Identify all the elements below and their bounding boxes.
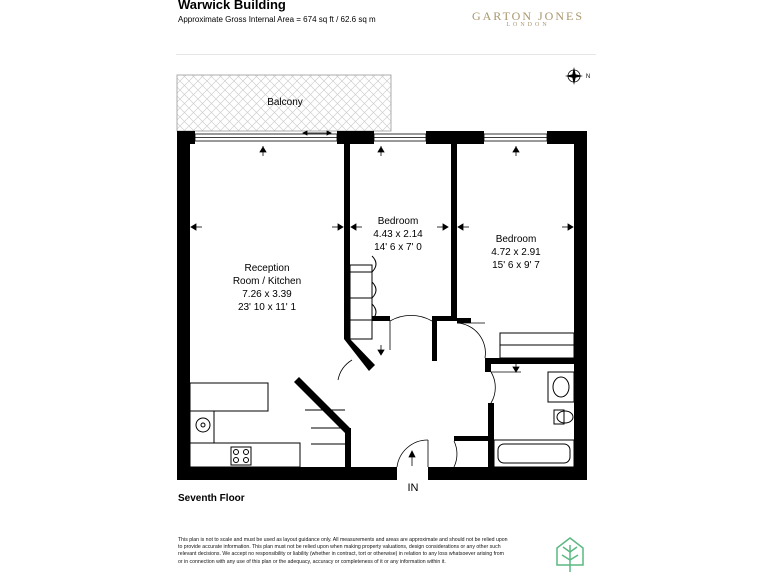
wardrobe-2	[500, 333, 574, 358]
bedroom1-imperial: 14' 6 x 7' 0	[374, 242, 422, 253]
balcony-label: Balcony	[267, 97, 303, 108]
interior-walls	[294, 131, 574, 467]
bedroom2-metric: 4.72 x 2.91	[491, 247, 541, 258]
bedroom1-metric: 4.43 x 2.14	[373, 229, 423, 240]
floor-label: Seventh Floor	[178, 493, 245, 504]
entrance-label: IN	[407, 482, 419, 494]
bedroom2-label	[480, 233, 552, 272]
reception-label	[214, 262, 320, 314]
compass-icon	[565, 67, 583, 85]
reception-imperial: 23' 10 x 11' 1	[237, 302, 297, 313]
brand-logo: GARTON JONES	[471, 9, 585, 23]
reception-metric: 7.26 x 3.39	[242, 289, 292, 300]
kitchen	[190, 383, 300, 467]
reception-name2: Room / Kitchen	[232, 276, 302, 287]
building-title: Warwick Building	[178, 0, 286, 12]
bedroom2-name: Bedroom	[495, 234, 537, 245]
disclaimer: This plan is not to scale and must be used as layout guidance only. All measurements and areas are approximate and should not be relied upon to provide accurate information. This plan must not be relied upon when making property valuations, design considerations or any other such relevant decisions. We accept no responsibility or liability (whether in contract, tort or otherwise) in relation to any loss whatsoever arising from or in connection with any use of this plan or the adequacy, accuracy or completeness of it or any information within it.	[178, 537, 508, 565]
bathroom	[494, 372, 574, 467]
brand-city: LONDON	[506, 22, 550, 28]
bedroom1-label	[362, 215, 434, 254]
reception-name: Reception	[244, 263, 290, 274]
leaf-house-icon	[557, 538, 583, 572]
wardrobe	[350, 256, 376, 339]
gross-area: Approximate Gross Internal Area = 674 sq ft / 62.6 sq m	[178, 15, 376, 24]
bedroom1-name: Bedroom	[377, 216, 419, 227]
compass-label: N	[585, 74, 591, 80]
bedroom2-imperial: 15' 6 x 9' 7	[492, 260, 540, 271]
